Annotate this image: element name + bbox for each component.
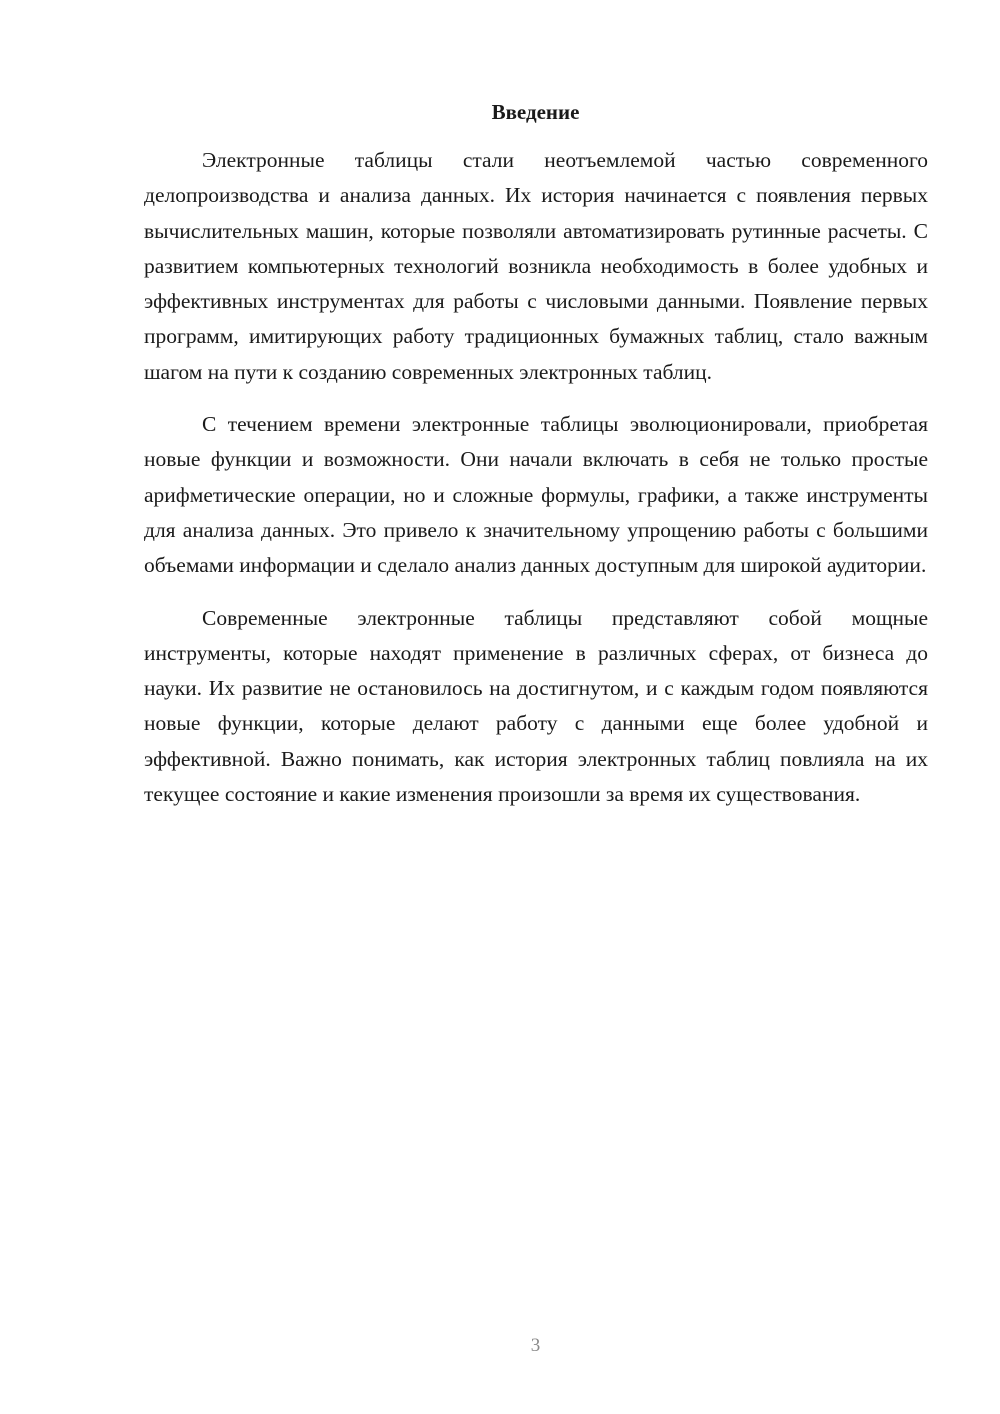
body-text [144, 143, 928, 829]
paragraph-3: Современные электронные таблицы представляют собой мощные инструменты, которые находят применение в различных сферах, от бизнеса до науки. Их развитие не остановилось на достигнутом, и с каждым годом появляются новые функции, которые делают работу с данными еще более удобной и эффективной. Важно понимать, как история электронных таблиц повлияла на их текущее состояние и какие изменения произошли за время их существования. [144, 605, 928, 807]
paragraph-2: С течением времени электронные таблицы эволюционировали, приобретая новые функции и возможности. Они начали включать в себя не только простые арифметические операции, но и сложные формулы, графики, а также инструменты для анализа данных. Это привело к значительному упрощению работы с большими объемами информации и сделало анализ данных доступным для широкой аудитории. [144, 412, 928, 578]
page-number: 3 [530, 1335, 541, 1356]
paragraph-1: Электронные таблицы стали неотъемлемой частью современного делопроизводства и анализа данных. Их история начинается с появления первых вычислительных машин, которые позволяли автоматизировать рутинные расчеты. С развитием компьютерных технологий возникла необходимость в более удобных и эффективных инструментах для работы с числовыми данными. Появление первых программ, имитирующих работу традиционных бумажных таблиц, стало важным шагом на пути к созданию современных электронных таблиц. [144, 148, 928, 384]
section-title: Введение [491, 100, 580, 124]
